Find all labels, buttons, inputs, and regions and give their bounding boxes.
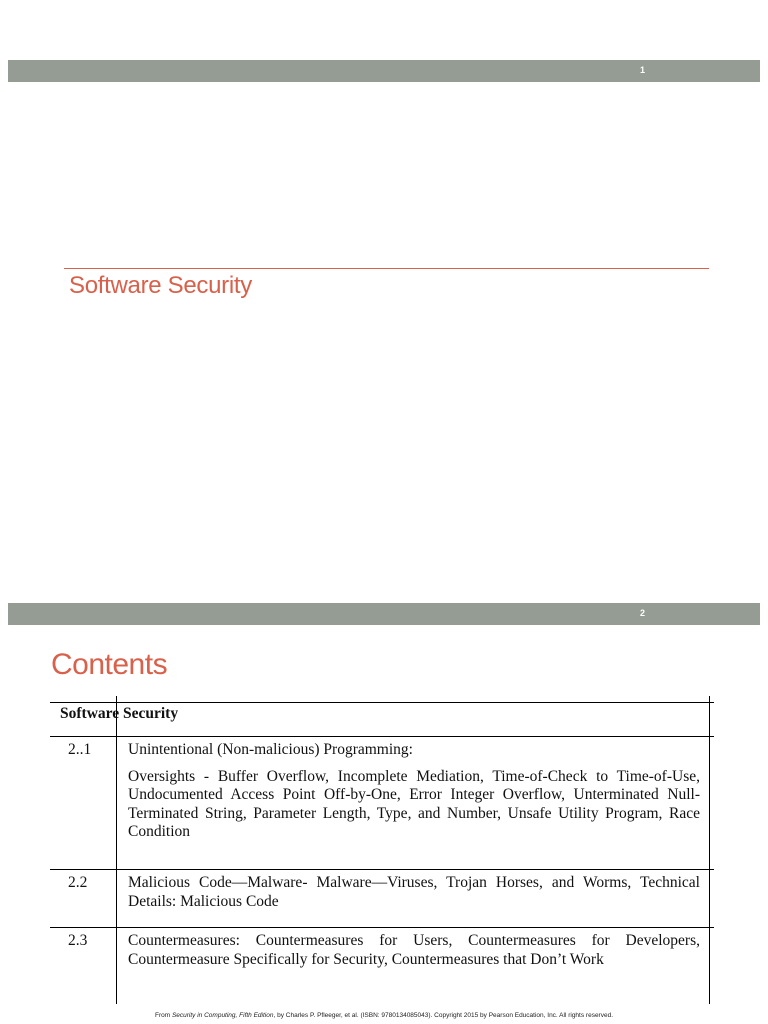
row-description: [128, 874, 700, 911]
row-id: 2.2: [68, 874, 88, 891]
row-id: 2.3: [68, 932, 88, 949]
row-body: Oversights - Buffer Overflow, Incomplete Mediation, Time-of-Check to Time-of-Use, Undocumented Access Point Off-by-One, Error Integer Overflow, Unterminated Null-Terminated String, Parameter Length, Type, and Number, Unsafe Utility Program, Race Condition: [128, 767, 700, 840]
row-id: 2..1: [68, 741, 92, 758]
table-row-divider: [50, 736, 714, 737]
slide-1-header-bar: [8, 60, 760, 82]
table-row-divider: [50, 927, 714, 928]
row-heading: Malicious Code—Malware- Malware—Viruses, Trojan Horses, and Worms, Technical Details: Malicious Code: [128, 874, 700, 910]
title-rule: [64, 268, 709, 269]
row-description: [128, 741, 700, 842]
table-column-divider: [116, 696, 117, 1004]
row-heading: Unintentional (Non-malicious) Programming:: [128, 741, 413, 758]
copyright-footer: [0, 1012, 768, 1019]
slide-number: 1: [640, 65, 646, 75]
slide-number: 2: [640, 608, 646, 618]
row-description: [128, 932, 700, 969]
footer-book-title: Security in Computing, Fifth Edition: [171, 1012, 274, 1019]
footer-prefix: From: [154, 1012, 172, 1019]
table-header: Software Security: [60, 705, 179, 722]
row-heading: Countermeasures: Countermeasures for Users, Countermeasures for Developers, Countermeasure Specifically for Security, Countermeasures that Don’t Work: [128, 932, 700, 968]
slide-1-title: Software Security: [69, 272, 252, 299]
footer-suffix: , by Charles P. Pfleeger, et al. (ISBN: 9780134085043). Copyright 2015 by Pearson Education, Inc. All rights reserved.: [273, 1012, 614, 1019]
table-right-border: [709, 696, 710, 1004]
table-top-border: [50, 702, 714, 703]
slide-2-title: Contents: [51, 648, 168, 681]
table-row-divider: [50, 869, 714, 870]
slide-2-header-bar: [8, 603, 760, 625]
